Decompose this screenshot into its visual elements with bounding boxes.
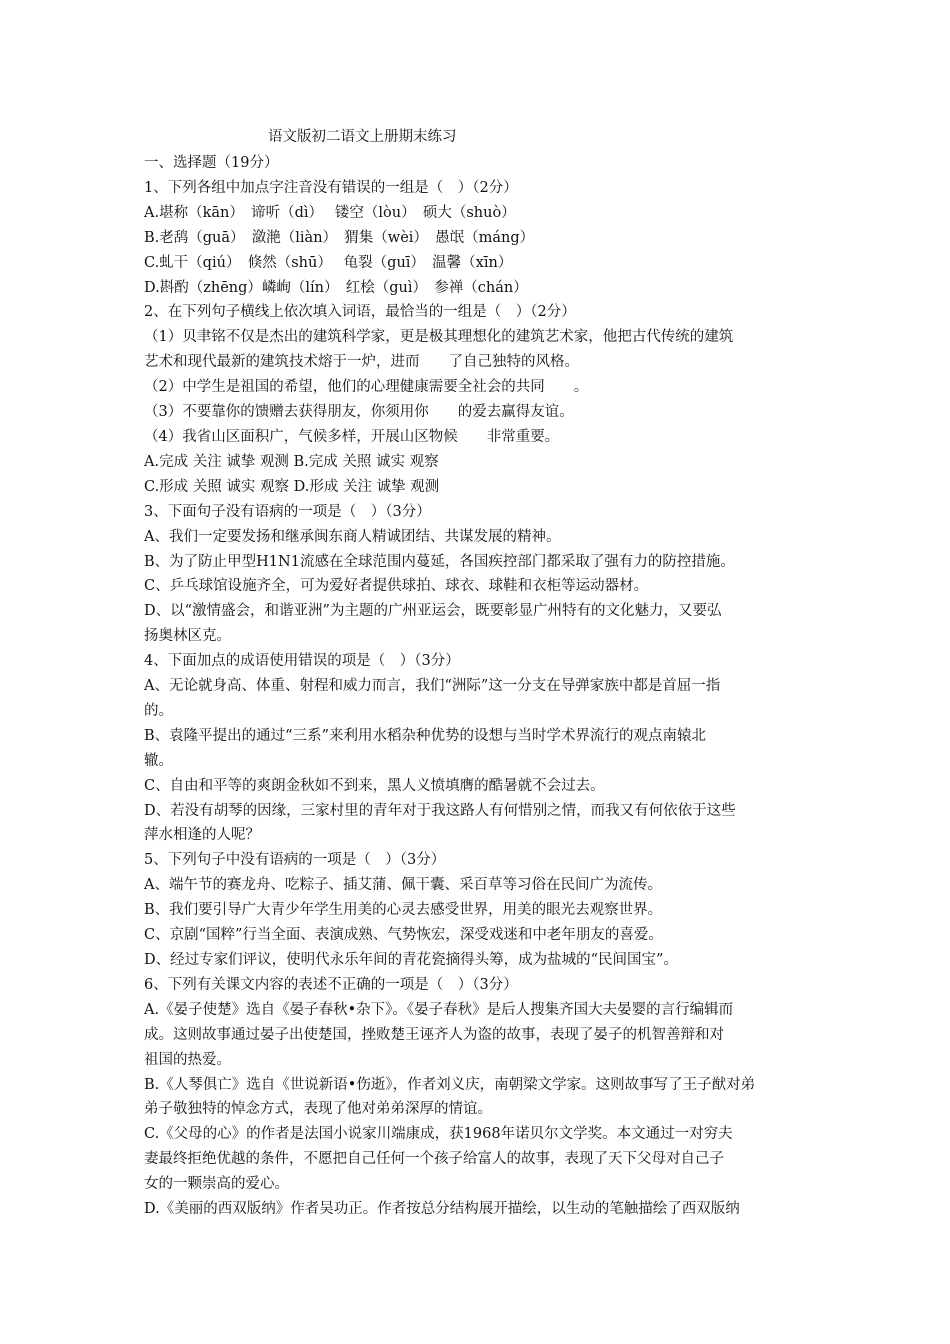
text-line: 5、下列句子中没有语病的一项是（ ）（3分） xyxy=(144,852,446,869)
text-line: 女的一颗崇高的爱心。 xyxy=(144,1176,289,1193)
text-line: D、若没有胡琴的因缘，三家村里的青年对于我这路人有何惜别之情，而我又有何依依于这些 xyxy=(144,802,736,819)
text-line: A.堪称（kān） 谛听（dì） 镂空（lòu） 硕大（shuò） xyxy=(144,204,516,221)
text-line: （3）不要靠你的馈赠去获得朋友，你须用你 的爱去赢得友谊。 xyxy=(144,404,574,421)
text-line: C.形成 关照 诚实 观察 D.形成 关注 诚挚 观测 xyxy=(144,478,440,495)
text-line: （2）中学生是祖国的希望，他们的心理健康需要全社会的共同 。 xyxy=(144,379,589,396)
text-line: 6、下列有关课文内容的表述不正确的一项是（ ）（3分） xyxy=(144,976,518,993)
document-body xyxy=(144,151,812,1222)
text-line: 艺术和现代最新的建筑技术熔于一炉，进而 了自己独特的风格。 xyxy=(144,354,579,371)
exam-page xyxy=(144,126,812,1222)
text-line: A、无论就身高、体重、射程和威力而言，我们“洲际”这一分支在导弹家族中都是首屈一指 xyxy=(144,678,721,695)
text-line: C、乒乓球馆设施齐全，可为爱好者提供球拍、球衣、球鞋和衣柜等运动器材。 xyxy=(144,578,649,595)
text-line: C、京剧“国粹”行当全面、表演成熟、气势恢宏，深受戏迷和中老年朋友的喜爱。 xyxy=(144,927,663,944)
text-line: A.完成 关注 诚挚 观测 B.完成 关照 诚实 观察 xyxy=(144,453,439,470)
text-line: 3、下面句子没有语病的一项是（ ）（3分） xyxy=(144,503,431,520)
text-line: 2、在下列句子横线上依次填入词语，最恰当的一组是（ ）（2分） xyxy=(144,304,576,321)
text-line: 弟子敬独特的悼念方式，表现了他对弟弟深厚的情谊。 xyxy=(144,1101,492,1118)
text-line: C.虬干（qiú） 倏然（shū） 龟裂（guī） 温馨（xīn） xyxy=(144,254,513,271)
text-line: B.老鸹（guā） 潋滟（liàn） 猬集（wèi） 愚氓（máng） xyxy=(144,229,535,246)
text-line: 祖国的热爱。 xyxy=(144,1051,231,1068)
text-line: 妻最终拒绝优越的条件，不愿把自己任何一个孩子给富人的故事，表现了天下父母对自己子 xyxy=(144,1151,724,1168)
text-line: D、经过专家们评议，使明代永乐年间的青花瓷摘得头筹，成为盐城的“民间国宝”。 xyxy=(144,952,678,968)
text-line: B、我们要引导广大青少年学生用美的心灵去感受世界，用美的眼光去观察世界。 xyxy=(144,902,663,919)
text-line: D.《美丽的西双版纳》作者吴功正。作者按总分结构展开描绘，以生动的笔触描绘了西双版纳 xyxy=(144,1201,740,1218)
text-line: C、自由和平等的爽朗金秋如不到来，黑人义愤填膺的酷暑就不会过去。 xyxy=(144,777,605,794)
text-line: B、为了防止甲型H1N1流感在全球范围内蔓延，各国疾控部门都采取了强有力的防控措施。 xyxy=(144,553,735,570)
text-line: D、以“激情盛会，和谐亚洲”为主题的广州亚运会，既要彰显广州特有的文化魅力，又要弘 xyxy=(144,603,722,620)
text-line: 1、下列各组中加点字注音没有错误的一组是（ ）（2分） xyxy=(144,179,518,196)
text-line: B、袁隆平提出的通过“三系”来利用水稻杂种优势的设想与当时学术界流行的观点南辕北 xyxy=(144,727,706,744)
text-line: 扬奥林区克。 xyxy=(144,628,231,645)
text-line: A、我们一定要发扬和继承闽东商人精诚团结、共谋发展的精神。 xyxy=(144,528,561,545)
text-line: 萍水相逢的人呢？ xyxy=(144,827,260,844)
text-line: 一、选择题（19分） xyxy=(144,155,279,171)
text-line: （4）我省山区面积广，气候多样，开展山区物候 非常重要。 xyxy=(144,428,560,445)
text-line: 的。 xyxy=(144,702,173,719)
text-line: D.斟酌（zhēng）嶙峋（lín） 红桧（guì） 参禅（chán） xyxy=(144,279,528,296)
text-line: 4、下面加点的成语使用错误的项是（ ）（3分） xyxy=(144,653,460,670)
text-line: 成。这则故事通过晏子出使楚国，挫败楚王诬齐人为盗的故事，表现了晏子的机智善辩和对 xyxy=(144,1026,724,1043)
document-title: 语文版初二语文上册期末练习 xyxy=(268,129,457,145)
text-line: A、端午节的赛龙舟、吃粽子、插艾蒲、佩干囊、采百草等习俗在民间广为流传。 xyxy=(144,877,662,894)
text-line: （1）贝聿铭不仅是杰出的建筑科学家，更是极其理想化的建筑艺术家，他把古代传统的建筑 xyxy=(144,329,734,346)
text-line: B.《人琴俱亡》选自《世说新语•伤逝》，作者刘义庆，南朝梁文学家。这则故事写了王子猷对弟 xyxy=(144,1076,756,1093)
text-line: 辙。 xyxy=(144,752,173,769)
text-line: A.《晏子使楚》选自《晏子春秋•杂下》。《晏子春秋》是后人搜集齐国大夫晏婴的言行编辑而 xyxy=(144,1001,734,1018)
text-line: C.《父母的心》的作者是法国小说家川端康成，获1968年诺贝尔文学奖。本文通过一对穷夫 xyxy=(144,1126,733,1143)
